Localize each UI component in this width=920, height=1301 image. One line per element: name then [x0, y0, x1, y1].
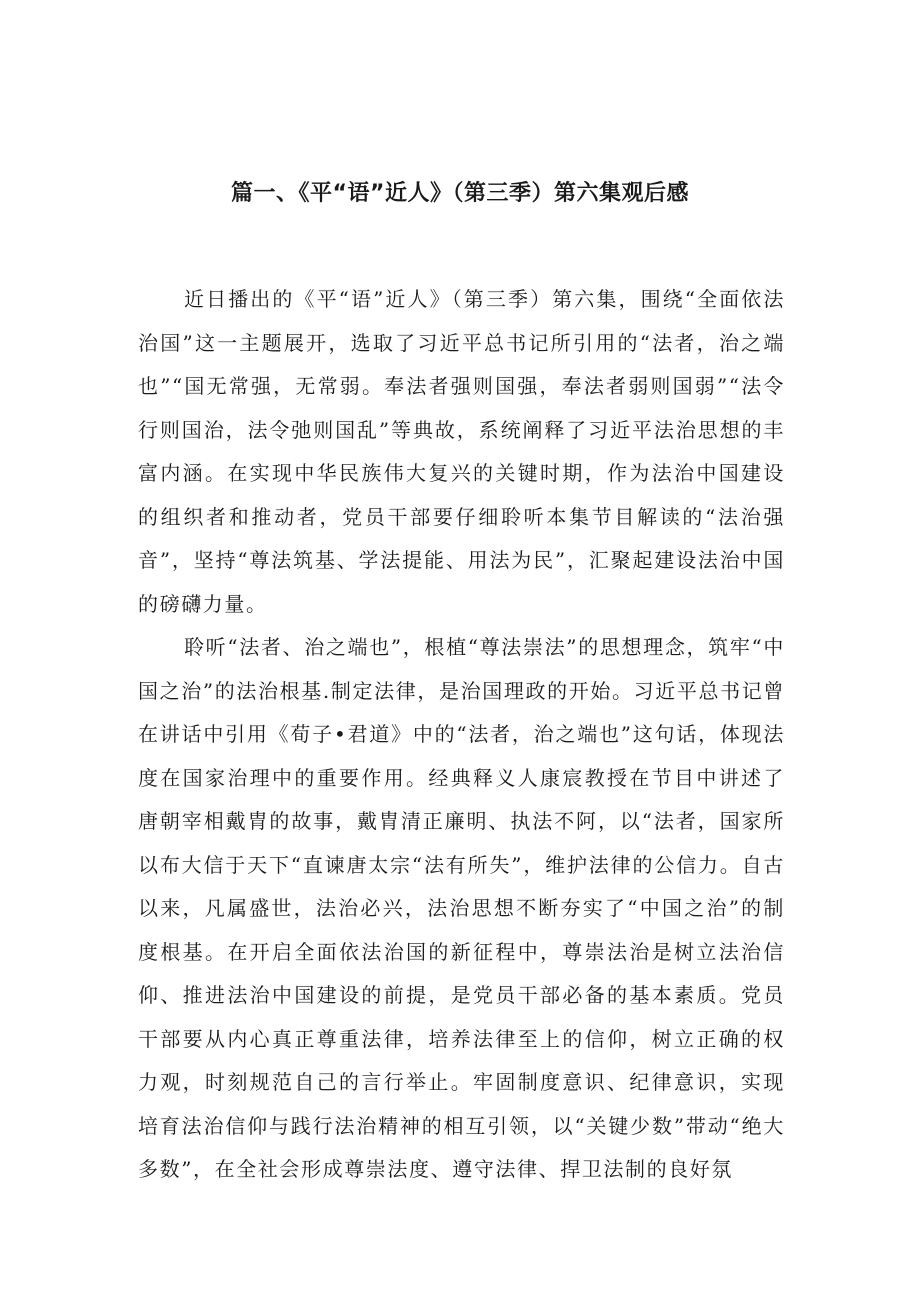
document-title: 篇一、《平“语”近人》（第三季）第六集观后感: [231, 181, 689, 206]
paragraph: 近日播出的《平“语”近人》（第三季）第六集，围绕“全面依法治国”这一主题展开，选取了习近平总书记所引用的“法者，治之端也”“国无常强，无常弱。奉法者强则国强，奉法者弱则国弱”“法令行则国治，法令弛则国乱”等典故，系统阐释了习近平法治思想的丰富内涵。在实现中华民族伟大复兴的关键时期，作为法治中国建设的组织者和推动者，党员干部要仔细聆听本集节目解读的“法治强音”，坚持“尊法筑基、学法提能、用法为民”，汇聚起建设法治中国的磅礴力量。: [138, 287, 785, 616]
paragraph: 聆听“法者、治之端也”，根植“尊法崇法”的思想理念，筑牢“中国之治”的法治根基.制定法律，是治国理政的开始。习近平总书记曾在讲话中引用《荀子•君道》中的“法者，治之端也”这句话，体现法度在国家治理中的重要作用。经典释义人康宸教授在节目中讲述了唐朝宰相戴胄的故事，戴胄清正廉明、执法不阿，以“法者，国家所以布大信于天下“直谏唐太宗“法有所失”，维护法律的公信力。自古以来，凡属盛世，法治必兴，法治思想不断夯实了“中国之治”的制度根基。在开启全面依法治国的新征程中，尊崇法治是树立法治信仰、推进法治中国建设的前提，是党员干部必备的基本素质。党员干部要从内心真正尊重法律，培养法律至上的信仰，树立正确的权力观，时刻规范自己的言行举止。牢固制度意识、纪律意识，实现培育法治信仰与践行法治精神的相互引领，以“关键少数”带动“绝大多数”，在全社会形成尊崇法度、遵守法律、捍卫法制的良好氛: [138, 635, 785, 1181]
document-body: [138, 278, 785, 1192]
